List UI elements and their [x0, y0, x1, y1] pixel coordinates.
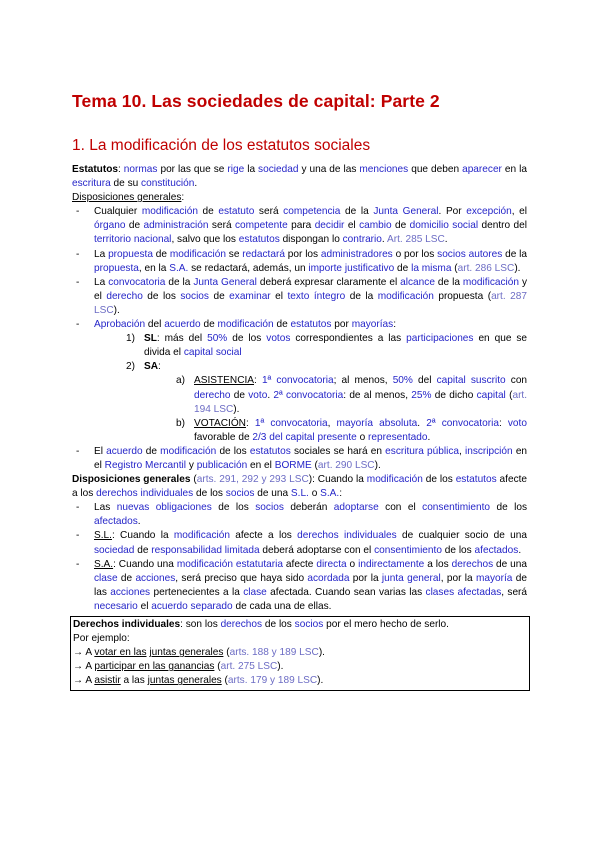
- text-span: con: [510, 375, 528, 387]
- text-span: nuevas obligaciones: [116, 502, 212, 514]
- text-span: (: [314, 459, 318, 471]
- text-span: pertenecientes a la: [153, 586, 240, 598]
- text: en la: [504, 164, 527, 175]
- heading-text: Disposiciones generales: [72, 192, 182, 204]
- text-span: acuerdo: [106, 445, 143, 457]
- text-span: consentimiento: [374, 544, 442, 556]
- box-example-row: [73, 660, 525, 674]
- legal-reference: arts. 179 y 189 LSC: [227, 675, 318, 687]
- text-span: S.A.: [320, 488, 340, 500]
- text-span: Junta General: [373, 206, 439, 218]
- text-span: (: [221, 675, 228, 687]
- text-span: 50%: [207, 333, 228, 345]
- box-example-label: Por ejemplo:: [73, 633, 130, 645]
- text-span: Cualquier: [94, 206, 138, 218]
- text-span: modificación: [141, 206, 198, 218]
- text-span: :: [498, 417, 502, 429]
- text: de su: [113, 178, 139, 190]
- text-span: ,: [327, 417, 331, 429]
- text-span: capital: [476, 389, 506, 401]
- legal-reference: art. 287 LSC: [94, 290, 527, 316]
- text-span: , en la: [138, 262, 167, 274]
- text-span: de: [203, 319, 215, 331]
- text-span: ; al menos,: [333, 375, 388, 387]
- text-span: modificación estatutaria: [176, 558, 283, 570]
- text-span: o: [359, 431, 366, 443]
- text-span: 2ª convocatoria: [426, 417, 499, 429]
- derechos-individuales-box: [70, 616, 530, 691]
- text-span: del: [418, 375, 432, 387]
- text-span: directa: [316, 558, 347, 570]
- text-span: por la: [352, 572, 379, 584]
- legal-reference: Art. 285 LSC: [386, 234, 445, 246]
- text-span: .: [518, 544, 522, 556]
- text-span: modificación: [169, 248, 226, 260]
- text-span: afecte a los: [72, 474, 528, 500]
- text-span: propuesta: [94, 262, 139, 274]
- text-span: derechos: [220, 619, 263, 630]
- text-span: deberá adoptarse con el: [262, 544, 372, 556]
- text-span: :: [393, 319, 397, 331]
- text-span: La: [94, 276, 106, 288]
- text-span: ).: [514, 262, 521, 274]
- disposiciones-list: [72, 205, 527, 473]
- text-span: de la: [345, 206, 369, 218]
- text-span: de una: [257, 488, 289, 500]
- text-span: (: [223, 647, 230, 659]
- text-span: de los: [496, 502, 528, 514]
- document-body: [72, 163, 527, 691]
- text-span: Las: [94, 502, 111, 514]
- text-span: responsabilidad limitada: [151, 544, 260, 556]
- list-item-votacion: [106, 417, 527, 445]
- word: constitución: [141, 178, 195, 190]
- text-span: derecho: [194, 389, 231, 401]
- text-span: de: [120, 572, 133, 584]
- text-span: de los: [425, 474, 453, 486]
- text-span: de las: [94, 572, 527, 598]
- text-span: modificación: [366, 474, 423, 486]
- box-example-row: [73, 646, 525, 660]
- text: que deben: [411, 164, 460, 175]
- text-span: de cada una de ellas.: [235, 600, 332, 612]
- text-span: de: [137, 544, 149, 556]
- text-span: VOTACIÓN: [194, 417, 246, 429]
- text-span: a los: [427, 558, 449, 570]
- text-span: por los: [287, 248, 319, 260]
- legal-reference: art. 275 LSC: [220, 661, 278, 673]
- text-span: correspondientes a las: [295, 333, 402, 345]
- text-span: , por la: [440, 572, 473, 584]
- text-span: propuesta (: [438, 290, 492, 302]
- text-span: : más del: [156, 333, 203, 345]
- text-span: ).: [374, 459, 381, 471]
- text-span: : de al menos,: [343, 389, 409, 401]
- text-span: asistir: [94, 675, 121, 687]
- text-span: socios: [437, 248, 466, 260]
- text-span: acuerdo: [164, 319, 201, 331]
- estatutos-definition: Estatutos: normas por las que se rige la sociedad y una de las menciones que deben aparecer en la escritura de su constitución.: [72, 164, 527, 190]
- text-span: modificación: [173, 530, 230, 542]
- text-span: (: [193, 474, 197, 486]
- text-span: modificación: [377, 290, 434, 302]
- text-span: de los: [232, 333, 262, 345]
- text-span: El: [94, 445, 103, 457]
- text-span: inscripción: [464, 445, 513, 457]
- text-span: de los: [444, 544, 472, 556]
- text-span: 25%: [411, 389, 432, 401]
- list-item-sl: [94, 332, 527, 360]
- text-span: ).: [318, 647, 325, 659]
- text-span: juntas generales: [147, 675, 222, 687]
- text-span: de la: [168, 276, 191, 288]
- word: menciones: [359, 164, 409, 175]
- text-span: Registro Mercantil: [104, 459, 187, 471]
- list-item: [72, 318, 527, 445]
- text-span: Derechos individuales: [73, 619, 181, 630]
- list-item: [72, 529, 527, 557]
- text-span: Cuando sean varias las: [315, 586, 423, 598]
- text-span: deberán: [290, 502, 328, 514]
- text-span: estatutos: [249, 445, 291, 457]
- text-span: sociales se hará en: [294, 445, 382, 457]
- text-span: propuesta: [108, 248, 153, 260]
- text-span: b): [176, 417, 185, 429]
- text-span: acciones: [110, 586, 151, 598]
- text: la: [247, 164, 256, 175]
- text-span: , salvo que los: [171, 234, 236, 246]
- text-span: : Cuando una: [113, 558, 174, 570]
- text-span: .: [137, 516, 141, 528]
- text-span: Junta General: [193, 276, 257, 288]
- text-span: y: [188, 459, 194, 471]
- text-span: 50%: [392, 375, 413, 387]
- majority-list: [94, 332, 527, 445]
- list-item: [72, 445, 527, 473]
- text-span: socios: [255, 502, 284, 514]
- list-item-sa: [94, 360, 527, 445]
- text-span: de: [397, 262, 409, 274]
- text-span: clase: [94, 572, 118, 584]
- text-span: consentimiento: [422, 502, 491, 514]
- text-span: con el: [385, 502, 416, 514]
- text-span: se: [228, 248, 240, 260]
- text-span: administradores: [320, 248, 393, 260]
- text-span: derechos individuales: [297, 530, 397, 542]
- text-span: escritura pública: [385, 445, 459, 457]
- term-estatutos: Estatutos: [72, 164, 118, 175]
- text-span: :: [245, 417, 249, 429]
- text-span: afecte a los: [235, 530, 292, 542]
- text-span: favorable de: [194, 431, 250, 443]
- text-span: :: [158, 361, 161, 373]
- text-span: ).: [233, 403, 240, 415]
- text-span: deberá expresar claramente el: [259, 276, 398, 288]
- text-span: en el: [94, 445, 528, 471]
- text-span: sociedad: [94, 544, 135, 556]
- text-span: dentro del: [481, 220, 527, 232]
- text-span: S.L.: [290, 488, 309, 500]
- text-span: de: [395, 220, 407, 232]
- text-span: decidir: [314, 220, 345, 232]
- text-span: el: [275, 290, 283, 302]
- text-span: publicación: [196, 459, 248, 471]
- text-span: de: [213, 290, 225, 302]
- list-item: [72, 205, 527, 247]
- text-span: de la: [505, 248, 527, 260]
- text-span: socios: [225, 488, 255, 500]
- text-span: alcance: [400, 276, 435, 288]
- text-span: .: [417, 417, 421, 429]
- text-span: voto: [248, 389, 268, 401]
- text-span: modificación: [462, 276, 519, 288]
- text-span: de la: [349, 290, 374, 302]
- text-span: afecte: [285, 558, 314, 570]
- text-span: juntas generales: [149, 647, 224, 659]
- text-span: dispongan lo: [282, 234, 340, 246]
- text-span: , será preciso que haya sido: [175, 572, 305, 584]
- text-span: La: [94, 248, 106, 260]
- text-span: el: [140, 600, 149, 612]
- box-example-row: [73, 674, 525, 688]
- text-span: a): [176, 375, 185, 387]
- text-span: 2ª convocatoria: [273, 389, 344, 401]
- text-span: texto íntegro: [287, 290, 346, 302]
- box-definition: [73, 618, 525, 632]
- text-span: SL: [144, 333, 157, 345]
- text-span: ).: [113, 304, 120, 316]
- text-span: y el: [94, 276, 527, 302]
- text-span: necesario: [94, 600, 138, 612]
- text-span: será: [211, 220, 232, 232]
- text-span: en el: [250, 459, 272, 471]
- text-span: .: [444, 234, 448, 246]
- text-span: : Cuando la: [111, 530, 169, 542]
- word: sociedad: [258, 164, 299, 175]
- text-span: modificación: [217, 319, 274, 331]
- word: aparecer: [462, 164, 502, 175]
- text-span: :: [254, 375, 257, 387]
- legal-reference: art. 290 LSC: [317, 459, 375, 471]
- list-item: - La propuesta de modificación se redactará por los administradores o por los socios autores de la propuesta, en la S.A. se redactará, además, un importe justificativo de la misma (art. 286 LSC).: [72, 248, 527, 276]
- legal-reference: art. 286 LSC: [457, 262, 515, 274]
- word: rige: [227, 164, 245, 175]
- text-span: de los: [196, 488, 223, 500]
- text-span: domicilio social: [409, 220, 479, 232]
- text-span: participaciones: [406, 333, 474, 345]
- text-span: 1): [126, 333, 135, 345]
- text-span: .: [267, 389, 271, 401]
- text-span: estatutos: [455, 474, 497, 486]
- text: .: [194, 178, 198, 190]
- sa-sublist: [144, 374, 527, 444]
- text-span: acordada: [307, 572, 350, 584]
- text-span: excepción: [466, 206, 512, 218]
- text-span: de los: [147, 290, 176, 302]
- text-span: del: [147, 319, 162, 331]
- legal-reference: arts. 291, 292 y 293 LSC: [196, 474, 309, 486]
- text-span: en que se divida el: [144, 333, 528, 359]
- text-span: la misma: [411, 262, 452, 274]
- text-span: competencia: [283, 206, 341, 218]
- disposiciones-heading: Disposiciones generales:: [72, 192, 185, 204]
- text-span: S.L.: [94, 530, 112, 542]
- text-span: importe justificativo: [308, 262, 395, 274]
- text-span: órgano: [94, 220, 126, 232]
- derechos-list: [72, 501, 527, 614]
- text-span: afectados: [94, 516, 138, 528]
- list-item-asistencia: [106, 374, 527, 416]
- text-span: examinar: [229, 290, 271, 302]
- text-span: para: [291, 220, 312, 232]
- text-span: (: [214, 661, 221, 673]
- text-span: clase: [243, 586, 267, 598]
- legal-reference: arts. 188 y 189 LSC: [229, 647, 319, 659]
- text-span: afectada.: [270, 586, 312, 598]
- text-span: de cualquier socio de una: [402, 530, 527, 542]
- text-span: 2): [126, 361, 135, 373]
- text-span: clases afectadas: [425, 586, 502, 598]
- text-span: → A: [73, 661, 92, 673]
- text-span: ): Cuando la: [308, 474, 364, 486]
- text-span: , el: [511, 206, 527, 218]
- legal-reference: art. 194 LSC: [194, 389, 528, 415]
- text-span: acciones: [135, 572, 176, 584]
- text-span: de: [155, 248, 168, 260]
- text-span: derecho: [106, 290, 143, 302]
- text-span: mayoría: [475, 572, 513, 584]
- text-span: de los: [218, 502, 249, 514]
- text-span: : son los: [180, 619, 218, 630]
- text-span: SA: [144, 361, 159, 373]
- text-span: representado: [368, 431, 428, 443]
- text-span: contrario: [342, 234, 382, 246]
- text-span: ).: [317, 675, 324, 687]
- text-span: por: [334, 319, 349, 331]
- text-span: de: [145, 445, 158, 457]
- text-span: administración: [143, 220, 209, 232]
- text-span: territorio nacional: [94, 234, 172, 246]
- text-span: participar en las ganancias: [94, 661, 215, 673]
- text-span: ,: [459, 445, 462, 457]
- text-span: Disposiciones generales: [72, 474, 191, 486]
- text: por las que se: [160, 164, 225, 175]
- text-span: acuerdo separado: [151, 600, 233, 612]
- text-span: por el mero hecho de serlo.: [326, 619, 449, 630]
- text-span: 1ª convocatoria: [254, 417, 328, 429]
- text-span: . Por: [438, 206, 462, 218]
- text-span: capital suscrito: [436, 375, 506, 387]
- text-span: de: [233, 389, 245, 401]
- text-span: mayorías: [351, 319, 394, 331]
- text-span: modificación: [160, 445, 217, 457]
- text-span: derechos individuales: [96, 488, 194, 500]
- text-span: o por los: [395, 248, 435, 260]
- word: normas: [123, 164, 158, 175]
- text-span: votos: [266, 333, 291, 345]
- text-span: estatutos: [238, 234, 280, 246]
- text-span: estatuto: [218, 206, 255, 218]
- text-span: votar en las: [94, 647, 147, 659]
- text-span: a las: [123, 675, 145, 687]
- text-span: de una: [496, 558, 528, 570]
- text-span: cambio: [359, 220, 392, 232]
- text-span: socios: [294, 619, 324, 630]
- text-span: .: [427, 431, 431, 443]
- text-span: (: [509, 389, 513, 401]
- text-span: redactará: [242, 248, 285, 260]
- text-span: de los: [219, 445, 247, 457]
- text-span: → A: [73, 675, 92, 687]
- text-span: :: [339, 488, 343, 500]
- text-span: el: [347, 220, 356, 232]
- list-item: [72, 558, 527, 614]
- text-span: junta general: [381, 572, 441, 584]
- disposiciones-generales-2: [72, 473, 527, 501]
- text-span: Aprobación: [94, 319, 146, 331]
- text-span: ).: [277, 661, 284, 673]
- text-span: voto: [507, 417, 527, 429]
- text-span: se redactará, además, un: [191, 262, 306, 274]
- text-span: → A: [73, 647, 92, 659]
- text-span: derechos: [451, 558, 494, 570]
- text-span: mayoría absoluta: [336, 417, 418, 429]
- text-span: de: [202, 206, 214, 218]
- text-span: competente: [234, 220, 288, 232]
- text-span: o: [349, 558, 356, 570]
- text-span: de: [128, 220, 141, 232]
- text-span: S.A.: [169, 262, 189, 274]
- text: y una de las: [301, 164, 357, 175]
- text-span: 2/3 del capital presente: [252, 431, 357, 443]
- text-span: BORME: [274, 459, 312, 471]
- list-item: [72, 276, 527, 318]
- text-span: estatutos: [290, 319, 332, 331]
- page-title: Tema 10. Las sociedades de capital: Parte 2: [72, 91, 440, 111]
- word: escritura: [72, 178, 111, 190]
- text-span: .: [381, 234, 385, 246]
- list-item: [72, 501, 527, 529]
- text-span: de dicho: [434, 389, 474, 401]
- text-span: ASISTENCIA: [194, 375, 255, 387]
- text-span: o: [311, 488, 318, 500]
- text-span: será: [258, 206, 279, 218]
- text-span: S.A.: [94, 558, 114, 570]
- text-span: adoptarse: [333, 502, 379, 514]
- text-span: capital social: [183, 347, 242, 359]
- text-span: 1ª convocatoria: [261, 375, 334, 387]
- text-span: convocatoria: [108, 276, 166, 288]
- text-span: de los: [264, 619, 292, 630]
- text-span: de la: [437, 276, 460, 288]
- text-span: afectados: [474, 544, 519, 556]
- text-span: indirectamente: [358, 558, 425, 570]
- text-span: socios: [180, 290, 209, 302]
- text-span: de: [276, 319, 288, 331]
- text-span: , será: [501, 586, 528, 598]
- text-span: autores: [468, 248, 503, 260]
- section-title: 1. La modificación de los estatutos sociales: [72, 137, 371, 154]
